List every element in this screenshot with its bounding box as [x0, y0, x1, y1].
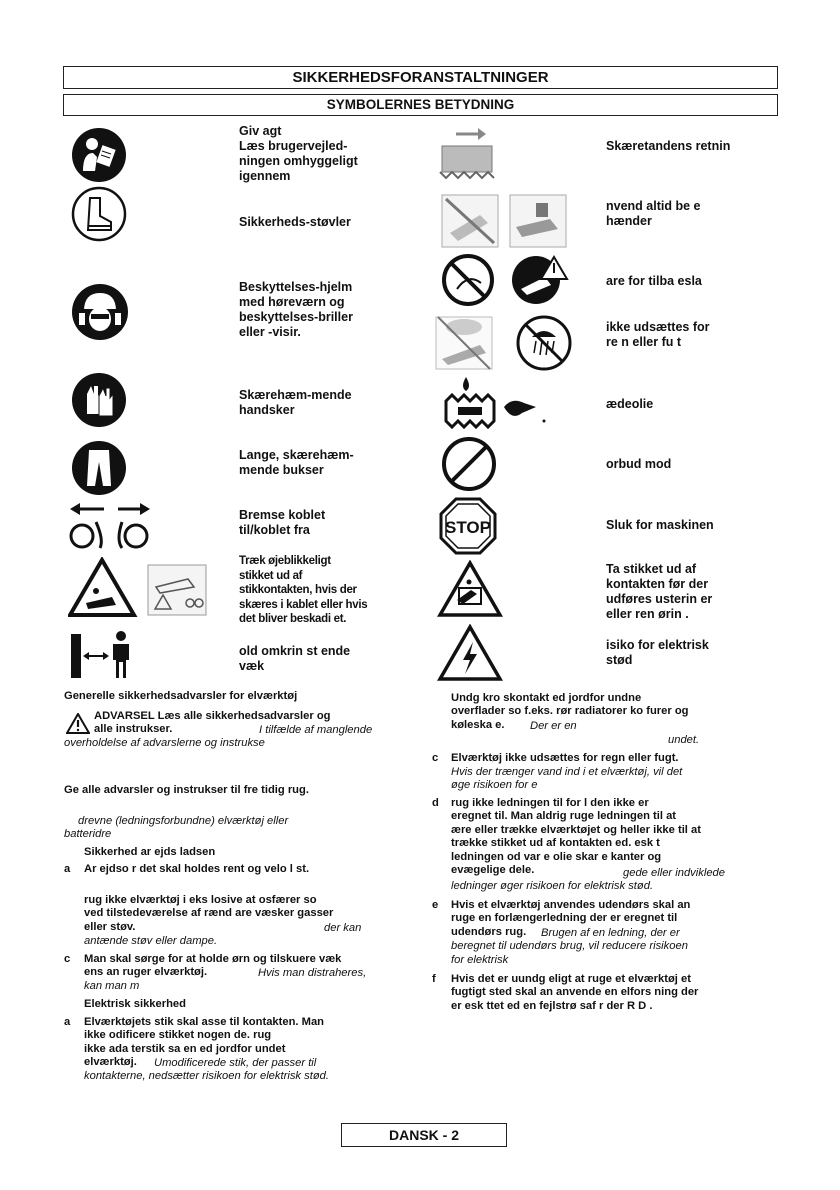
symbol-text-two-hands: nvend altid be e hænder: [606, 199, 701, 228]
page-footer: DANSK - 2: [341, 1123, 507, 1147]
read-manual-icon: [71, 127, 127, 183]
item-e2-text: Hvis et elværktøj anvendes udendørs skal an ruge en forlængerledning der er eregnet til udendørs rug.: [451, 899, 691, 938]
section-title: SYMBOLERNES BETYDNING: [63, 94, 778, 116]
gloves-icon: [71, 372, 127, 428]
item-d2-italic: gede eller indviklede ledninger øger risikoen for elektrisk stød.: [451, 867, 725, 893]
chain-direction-icon: [436, 124, 496, 184]
item-c2-italic: Hvis der trænger vand ind i et elværktøj, vil det øge risikoen for e: [451, 766, 683, 792]
symbol-text-boots: Sikkerheds-støvler: [239, 215, 351, 229]
prohibited-icon: [441, 436, 497, 492]
symbol-text-helmet: Beskyttelses-hjelm med høreværn og beskyttelses-briller eller -visir.: [239, 280, 353, 339]
item-b1-text: rug ikke elværktøj i eks losive at osfærer so ved tilstedeværelse af rænd are væsker gasser eller støv.: [84, 894, 334, 933]
unplug-icon: [437, 560, 503, 618]
work-area-safety-title: Sikkerhed ar ejds ladsen: [84, 846, 216, 858]
item-b2-text: Undg kro skontakt ed jordfor undne overflader so f.eks. rør radiatorer ko furer og køleska e.: [451, 692, 689, 731]
symbol-text-chain-oil: ædeolie: [606, 397, 654, 411]
safety-boots-icon: [71, 186, 127, 242]
helmet-hearing-icon: [71, 283, 129, 341]
kickback-icon: [441, 253, 571, 307]
item-f2-label: f: [432, 973, 436, 985]
chain-oil-icon: [440, 375, 550, 429]
item-b2-italic-end: undet.: [668, 734, 700, 746]
svg-text:STOP: STOP: [445, 518, 491, 537]
item-c2-label: c: [432, 752, 439, 764]
cordless-note: drevne (ledningsforbundne) elværktøj eller batteridre: [64, 815, 289, 841]
item-a2-text: Elværktøjets stik skal asse til kontakten. Man ikke odificere stikket nogen de. rug ikke ada terstik sa en ed jordfor undet elværktøj.: [84, 1016, 325, 1069]
trousers-icon: [71, 440, 127, 496]
brake-icon: [66, 500, 156, 552]
symbol-text-prohibited: orbud mod: [606, 457, 672, 471]
keep-instructions: Ge alle advarsler og instrukser til fre tidig rug.: [64, 784, 309, 796]
page-title: SIKKERHEDSFORANSTALTNINGER: [63, 66, 778, 89]
symbol-text-gloves: Skærehæm-mende handsker: [239, 388, 352, 417]
advarsel-italic: I tilfælde af manglende overholdelse af advarslerne og instrukse: [64, 724, 373, 750]
item-f2-text: Hvis det er uundg eligt at ruge et elværktøj et fugtigt sted skal an anvende en elfors ning der er esk ttet ed en fejlstrø saf r der R D .: [451, 973, 699, 1012]
electrical-safety-title: Elektrisk sikkerhed: [84, 998, 186, 1010]
symbol-text-brake: Bremse koblet til/koblet fra: [239, 508, 326, 537]
symbol-text-chain-direction: Skæretandens retnin: [606, 139, 731, 153]
item-a2-italic: Umodificerede stik, der passer til kontakterne, nedsætter risikoen for elektrisk stød.: [84, 1057, 329, 1083]
symbol-text-rain: ikke udsættes for re n eller fu t: [606, 320, 710, 349]
general-warnings-heading: Generelle sikkerhedsadvarsler for elværktøj: [64, 690, 298, 702]
symbol-text-read-manual: Giv agt Læs brugervejled- ningen omhyggeligt igennem: [239, 124, 358, 183]
item-a1-text: Ar ejdso r det skal holdes rent og velo l st.: [84, 863, 310, 875]
symbol-text-unplug: Ta stikket ud af kontakten før der udføres usterin er eller ren ørin .: [606, 562, 713, 621]
symbol-text-distance: old omkrin st ende væk: [239, 644, 351, 673]
item-a1-label: a: [64, 863, 71, 875]
symbol-text-electric-shock: isiko for elektrisk stød: [606, 638, 709, 667]
distance-icon: [69, 628, 135, 680]
item-d2-label: d: [432, 797, 439, 809]
item-e2-label: e: [432, 899, 439, 911]
item-c1-label: c: [64, 953, 71, 965]
item-e2-italic: Brugen af en ledning, der er beregnet til udendørs brug, vil reducere risikoen for elektrisk: [451, 927, 688, 966]
symbol-text-kickback: are for tilba esla: [606, 274, 702, 288]
rain-icon: [434, 313, 576, 371]
symbol-text-trousers: Lange, skærehæm- mende bukser: [239, 448, 354, 477]
item-b2-italic: Der er en: [530, 720, 577, 732]
advarsel-text: ADVARSEL Læs alle sikkerhedsadvarsler og alle instrukser.: [94, 710, 331, 736]
item-a2-label: a: [64, 1016, 71, 1028]
item-c1-text: Man skal sørge for at holde ørn og tilskuere væk ens an ruger elværktøj.: [84, 953, 342, 979]
item-c2-text: Elværktøj ikke udsættes for regn eller fugt.: [451, 752, 679, 764]
item-c1-italic: Hvis man distraheres, kan man m: [84, 967, 367, 993]
item-d2-text: rug ikke ledningen til for l den ikke er eregnet til. Man aldrig ruge ledningen til at ære eller trække elværktøjet og heller ikke til at trække stikket ud af kontakten ed. esk t ledningen od var e olie skar e kanter og evægelige dele.: [451, 797, 701, 877]
electric-shock-icon: [437, 624, 503, 682]
item-b1-italic: der kan antænde støv eller dampe.: [84, 922, 362, 948]
stop-icon: [439, 497, 497, 555]
symbol-text-unplug-warning: Træk øjeblikkeligt stikket ud af stikkontakten, hvis der skæres i kablet eller hvis det bliver beskadi et.: [239, 555, 368, 625]
symbol-text-stop: Sluk for maskinen: [606, 518, 714, 532]
two-hands-icon: [440, 193, 570, 249]
unplug-warning-icon: [68, 557, 210, 619]
